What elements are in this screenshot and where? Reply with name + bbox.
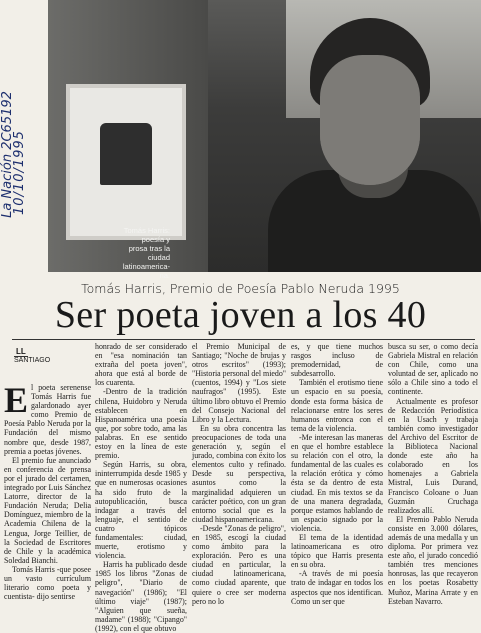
- paragraph: El tema de la identidad latinoamericana es otro tópico que Harris presenta en su obra.: [291, 532, 383, 570]
- paragraph: El premio fue anunciado en conferencia de prensa por el jurado del certamen, integrado por Luis Sánchez Latorre, director de la Fundación Neruda; Delia Domínguez, miembro de la Academia Chilena de la Lengua, Jorge Teillier, de la Sociedad de Escritores de Chile y la académica Soledad Bianchi.: [4, 455, 91, 565]
- article-column-1: [4, 380, 91, 602]
- handwritten-date: 10/10/1995: [12, 130, 27, 215]
- dateline-city: SANTIAGO: [14, 357, 51, 364]
- photo-framed-artwork: [70, 88, 182, 236]
- article-headline: Ser poeta joven a los 40: [54, 294, 427, 336]
- paragraph: el Premio Municipal de Santiago; "Noche de brujas y otros escritos" (1993); "Historia personal del miedo" (cuentos, 1994) y "Los siete naufragos" (1995). Este último libro obtuvo el Premio del Consejo Nacional del Libro y la Lectura.: [192, 342, 286, 424]
- photo-subject-face-front: [320, 55, 420, 185]
- article-column-5: [388, 342, 478, 606]
- paragraph: busca su ser, o como decía Gabriela Mistral en relación con Chile, como una voluntad de ser, aplicado no sólo a Chile sino a todo el continente.: [388, 342, 478, 397]
- paragraph: -Me interesan las maneras en que el hombre establece su relación con el otro, la fundamental de las cuales es la relación erótica y cómo ésta se da dentro de esta ciudad. En mis textos se da de una manera degradada, porque estamos hablando de un espacio signado por la violencia.: [291, 432, 383, 533]
- paragraph: Harris ha publicado desde 1985 los libros "Zonas de peligro", "Diario de navegación" (1986); "El último viaje" (1987); "Alguien que sueña, madame" (1988); "Cipango" (1992), con el que obtuvo: [95, 560, 187, 633]
- caption-line: Tomás Harris:: [123, 226, 170, 235]
- drop-cap: E: [4, 380, 29, 420]
- paragraph: -Desde "Zonas de peligro", en 1985, escogí la ciudad como ámbito para la exploración. Pero es una ciudad en particular, la ciudad latinoamericana, como ciudad aparente, que quiere o cree ser moderna pero no lo: [192, 523, 286, 606]
- article-column-3: [192, 342, 286, 606]
- handwritten-source: La Nación 2C65192: [0, 91, 15, 218]
- caption-line: ciudad: [147, 253, 170, 262]
- dateline: [14, 347, 51, 364]
- caption-line: prosa tras la: [128, 244, 170, 253]
- paragraph: El Premio Pablo Neruda consiste en 3.000 dólares, además de una medalla y un diploma. Por primera vez este año, el jurado concedió también tres menciones honrosas, las que recayeron en los poetas Rosabetty Muñoz, Marina Arrate y en Esteban Navarro.: [388, 514, 478, 606]
- caption-line: latinoamerica-: [122, 262, 170, 271]
- paragraph: -A través de mi poesía trato de indagar en todos los aspectos que nos identifican. Como un ser que: [291, 569, 383, 606]
- article-column-4: [291, 342, 383, 606]
- caption-line: poesía y: [141, 235, 170, 244]
- paragraph: honrado de ser considerado en "esa nominación tan extraña del poeta joven", ahora que está al borde de los cuarenta.: [95, 342, 187, 388]
- paragraph: es, y que tiene muchos rasgos incluso de premodernidad, de subdesarrollo.: [291, 342, 383, 379]
- article-supertitle: Tomás Harris, Premio de Poesía Pablo Neruda 1995: [81, 281, 400, 296]
- paragraph: Actualmente es profesor de Redacción Periodística en la Usach y trabaja también como investigador del Archivo del Escritor de la Biblioteca Nacional donde este año ha colaborado en los homenajes a Gabriela Mistral, Luis Durand, Francisco Coloane o Juan Guzmán Cruchaga realizados allí.: [388, 396, 478, 515]
- dateline-mark: LL: [16, 347, 26, 356]
- paragraph: -Dentro de la tradición chilena, Huidobro y Neruda establecen en Hispanoamérica una poesía que, por sobre todo, ama las palabras. En ese sentido estoy en la línea de este premio.: [95, 387, 187, 461]
- handwritten-annotation: [2, 55, 46, 225]
- headline-rule: [12, 339, 475, 340]
- paragraph: Tomás Harris -que posee un vasto currículum literario como poeta y cuentista- dijo sentirse: [4, 564, 91, 602]
- article-column-2: [95, 342, 187, 633]
- caption-line: na.: [159, 271, 170, 280]
- paragraph: En su obra concentra las preocupaciones de toda una generación y, según el jurado, combina con éxito los elementos culto y refinado. Desde su perspectiva, asuntos como la marginalidad adquieren un carácter poético, con un gran entorno social que es la ciudad hispanoamericana.: [192, 423, 286, 524]
- paragraph: También el erotismo tiene un espacio en su poesía, donde esta forma básica de relacionarse entre los seres humanos entronca con el tema de la violencia.: [291, 378, 383, 433]
- paragraph: El poeta serenense Tomás Harris fue galardonado ayer como Premio de Poesía Pablo Neruda por la Fundación del mismo nombre que, desde 1987, premia a poetas jóvenes.: [4, 380, 91, 456]
- paragraph: Según Harris, su obra, ininterrumpida desde 1985 y que en numerosas ocasiones ha sido fruto de la autopublicación, busca indagar a través del lenguaje, el sentido de cuatro tópicos fundamentales: ciudad, muerte, erotismo y violencia.: [95, 460, 187, 561]
- photo-caption: [60, 226, 170, 280]
- artwork-figure: [100, 123, 152, 185]
